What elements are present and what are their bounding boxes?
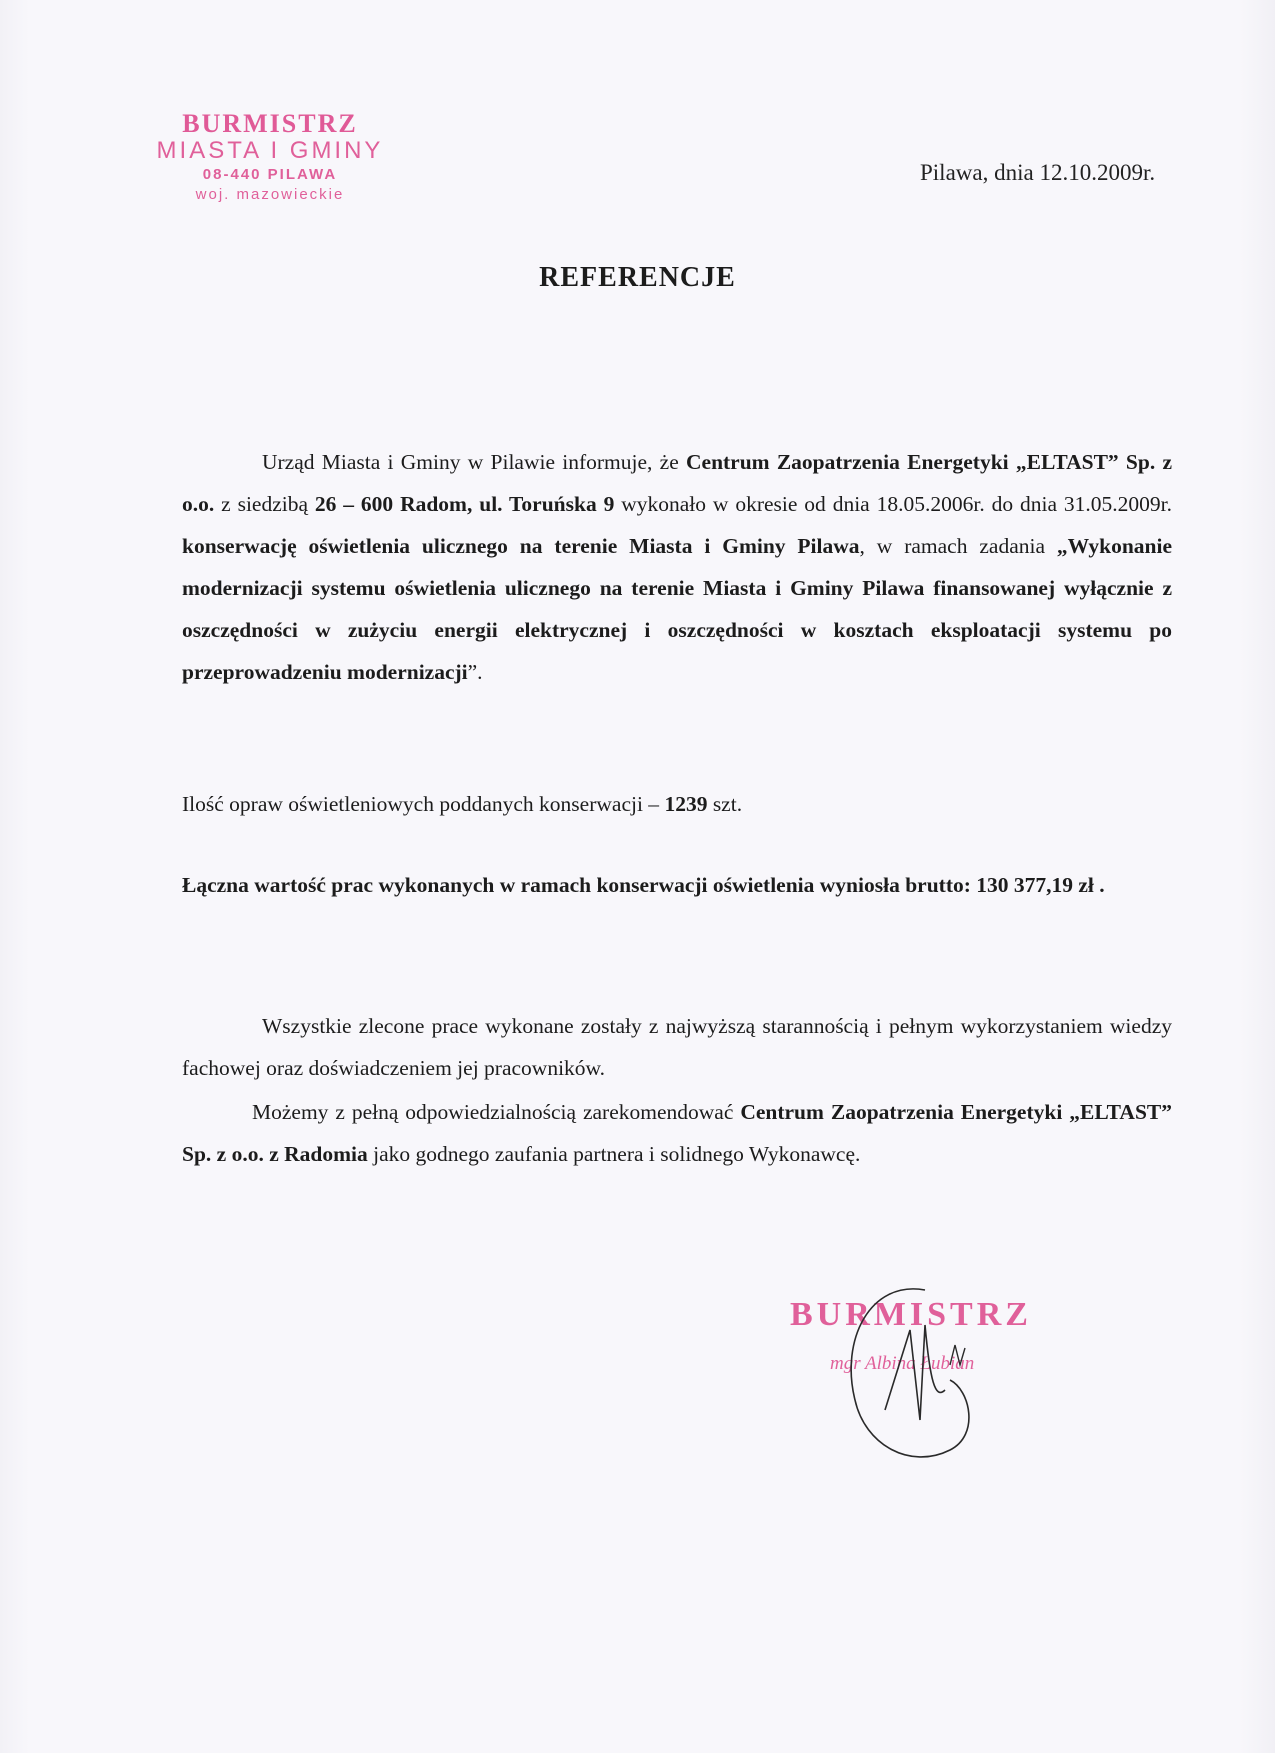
- stamp-line-postcode: 08-440 PILAWA: [202, 166, 338, 183]
- handwritten-signature: [830, 1270, 1010, 1470]
- p2-quantity: 1239: [664, 792, 708, 816]
- p5-text-2: jako godnego zaufania partnera i solidnego Wykonawcę.: [367, 1142, 861, 1166]
- p1-text-4: , w ramach zadania: [859, 534, 1057, 558]
- paragraph-main: [182, 441, 1172, 693]
- stamp-line-office: MIASTA I GMINY: [156, 137, 384, 164]
- p1-text-5: ”.: [467, 660, 483, 684]
- signature-stamp-name: mgr Albina Łubian: [830, 1353, 975, 1374]
- stamp-line-title: BURMISTRZ: [182, 109, 358, 138]
- letter-date: Pilawa, dnia 12.10.2009r.: [920, 160, 1156, 185]
- p1-text-1: Urząd Miasta i Gminy w Pilawie informuje, że: [262, 450, 686, 474]
- p3-total-value: Łączna wartość prac wykonanych w ramach konserwacji oświetlenia wyniosła brutto: 130 377,19 zł .: [182, 873, 1105, 897]
- paragraph-quality: [182, 1005, 1172, 1089]
- p5-text-1: Możemy z pełną odpowiedzialnością zarekomendować: [252, 1100, 741, 1124]
- p1-address: 26 – 600 Radom, ul. Toruńska 9: [314, 492, 615, 516]
- p1-company-name: Centrum Zaopatrzenia Energetyki „ELTAST” Sp. z o.o.: [182, 450, 1172, 516]
- p1-task-name: „Wykonanie modernizacji systemu oświetlenia ulicznego na terenie Miasta i Gminy Pilawa finansowanej wyłącznie z oszczędności w zużyciu energii elektrycznej i oszczędności w kosztach eksploatacji systemu po przeprowadzeniu modernizacji: [182, 534, 1172, 684]
- header-stamp: [120, 110, 420, 204]
- p1-text-2: z siedzibą: [214, 492, 315, 516]
- paragraph-quantity: [182, 783, 1172, 825]
- stamp-line-region: woj. mazowieckie: [195, 186, 345, 203]
- letter-title: REFERENCJE: [539, 262, 736, 293]
- p4-text-1: Wszystkie zlecone prace wykonane zostały z najwyższą starannością i pełnym wykorzystaniem wiedzy fachowej oraz doświadczeniem jej pracowników.: [182, 1014, 1172, 1080]
- paragraph-recommendation: [182, 1091, 1172, 1175]
- signature-stamp-title: BURMISTRZ: [790, 1296, 1032, 1333]
- p2-text-2: szt.: [707, 792, 743, 816]
- p1-text-3: wykonało w okresie od dnia 18.05.2006r. do dnia 31.05.2009r.: [614, 492, 1172, 516]
- p2-text-1: Ilość opraw oświetleniowych poddanych konserwacji –: [182, 792, 665, 816]
- p1-scope: konserwację oświetlenia ulicznego na terenie Miasta i Gminy Pilawa: [182, 534, 860, 558]
- p5-company-name: Centrum Zaopatrzenia Energetyki „ELTAST” Sp. z o.o. z Radomia: [182, 1100, 1173, 1166]
- paragraph-value: [182, 864, 1172, 906]
